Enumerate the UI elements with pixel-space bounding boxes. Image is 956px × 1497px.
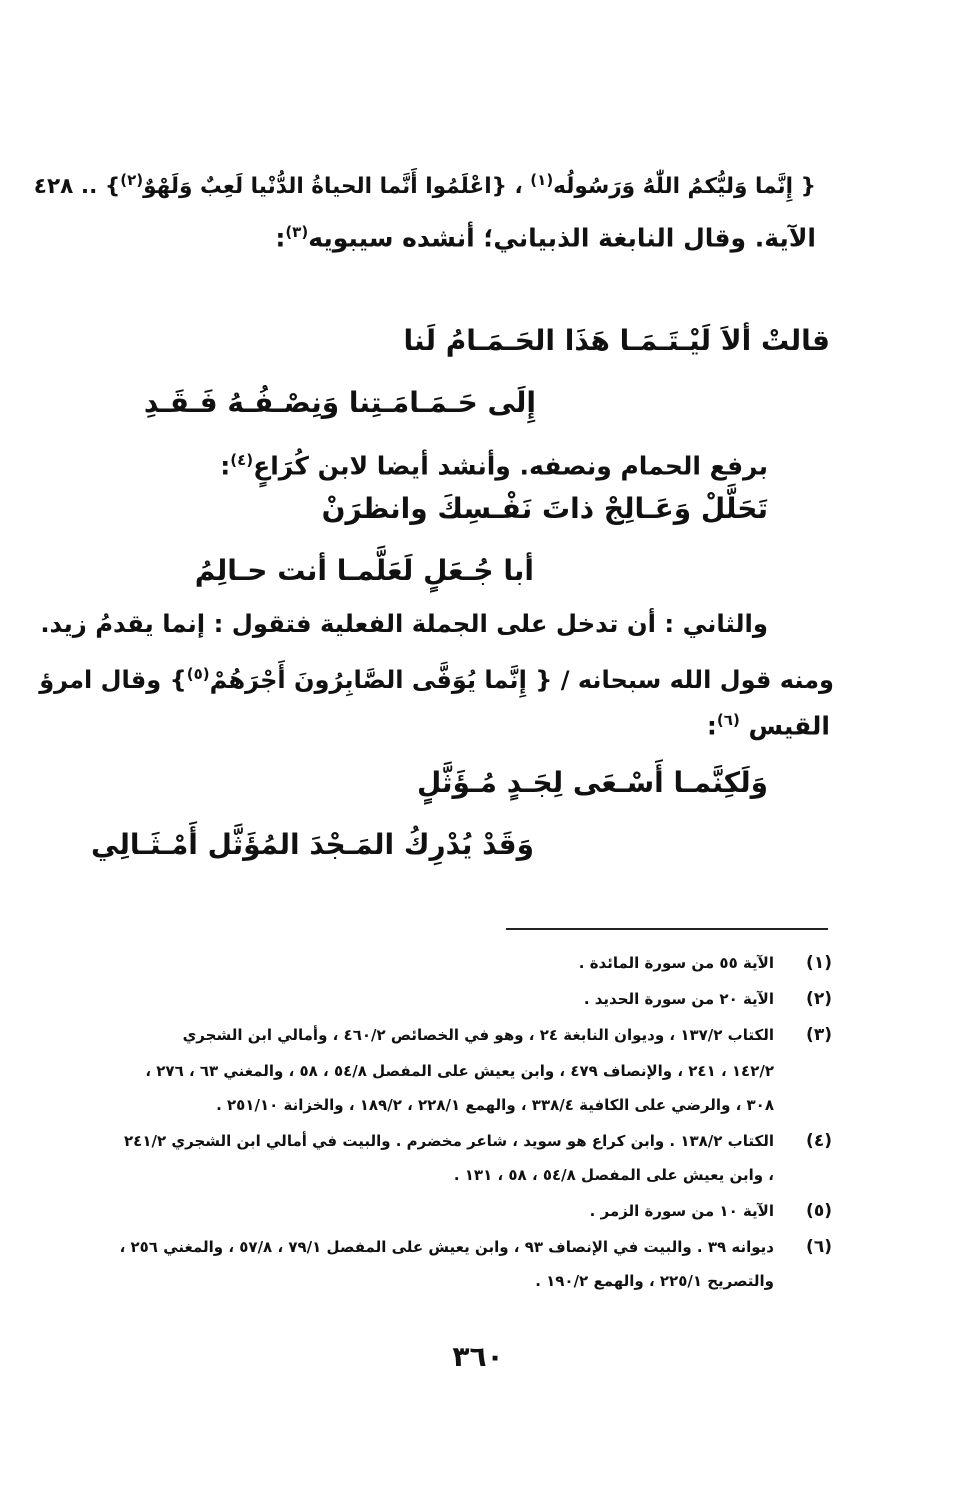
verse-1-second-hemistich: إِلَى حَـمَـامَـتِنا وَنِصْـفُـهُ فَـقَـدِ [143, 386, 536, 419]
footnote-ref-4: (٤) [230, 451, 254, 469]
footnote-ref-3: (٣) [285, 223, 309, 241]
footnote-2: الآية ٢٠ من سورة الحديد . [583, 990, 774, 1008]
footnote-3-line-2: ١٤٢/٢ ، ٢٤١ ، والإنصاف ٤٧٩ ، وابن يعيش على المفصل ٥٤/٨ ، ٥٨ ، والمغني ٦٣ ، ٢٧٦ ، [145, 1062, 774, 1080]
body-line-3 [220, 440, 768, 486]
colon: : [220, 451, 231, 481]
verse-3-first-hemistich: وَلَكِنَّمـا أَسْـعَى لِجَـدٍ مُـؤَثَّلٍ [417, 766, 768, 799]
colon: : [706, 711, 717, 741]
body-line-6-text: القيس [739, 711, 830, 741]
body-line-5-text: ومنه قول الله سبحانه / { إِنَّما يُوَفَّى الصَّابِرُونَ أَجْرَهُمْ [209, 666, 834, 695]
footnote-3-line-1: الكتاب ١٣٧/٢ ، وديوان النابغة ٢٤ ، وهو في الخصائص ٤٦٠/٢ ، وأمالي ابن الشجري [182, 1026, 774, 1044]
body-line-6 [707, 700, 830, 746]
footnote-3-line-3: ٣٠٨ ، والرضي على الكافية ٣٣٨/٤ ، والهمع ٢٢٨/١ ، ١٨٩/٢ ، والخزانة ٢٥١/١٠ . [216, 1096, 774, 1114]
quran-quote-1: { إِنَّما وَليُّكمُ اللّٰهُ وَرَسُولُه [553, 174, 816, 200]
footnote-5: الآية ١٠ من سورة الزمر . [589, 1202, 774, 1220]
body-line-2 [275, 212, 816, 258]
footnote-ref-5: (٥) [186, 665, 210, 683]
footnote-6-line-1: ديوانه ٣٩ . والبيت في الإنصاف ٩٣ ، وابن يعيش على المفصل ٧٩/١ ، ٥٧/٨ ، والمغني ٢٥٦ ، [119, 1238, 774, 1256]
body-line-5-end: } وقال امرؤ [39, 666, 187, 695]
footnote-number-2: (٢) [806, 989, 832, 1009]
footnote-number-6: (٦) [806, 1237, 832, 1257]
footnote-ref-2: (٢) [120, 171, 144, 189]
body-line-1 [34, 160, 816, 207]
verse-3-second-hemistich: وَقَدْ يُدْرِكُ المَـجْدَ المُؤَثَّل أَمْـثَـالِي [91, 828, 534, 861]
colon: : [275, 223, 286, 253]
verse-2-first-hemistich: تَحَلَّلْ وَعَـالِجْ ذاتَ نَفْـسِكَ وانظرَنْ [321, 492, 768, 525]
footnote-separator [506, 928, 828, 930]
footnote-6-line-2: والتصريح ٢٢٥/١ ، والهمع ١٩٠/٢ . [535, 1272, 774, 1290]
footnote-ref-6: (٦) [716, 711, 740, 729]
verse-1-first-hemistich: قالتْ ألاَ لَيْـتَـمَـا هَذَا الحَـمَـامُ لَنا [403, 324, 830, 357]
footnote-4-line-1: الكتاب ١٣٨/٢ . وابن كراع هو سويد ، شاعر مخضرم . والبيت في أمالي ابن الشجري ٢٤١/٢ [124, 1132, 774, 1150]
body-line-4: والثاني : أن تدخل على الجملة الفعلية فتقول : إنما يقدمُ زيد. [40, 609, 768, 638]
footnote-1: الآية ٥٥ من سورة المائدة . [578, 954, 774, 972]
body-line-3-text: برفع الحمام ونصفه. وأنشد أيضا لابن كُرَاعٍ [253, 451, 768, 481]
footnote-4-line-2: ، وابن يعيش على المفصل ٥٤/٨ ، ٥٨ ، ١٣١ . [453, 1166, 774, 1184]
body-line-2-text: الآية. وقال النابغة الذبياني؛ أنشده سيبويه [308, 223, 816, 253]
footnote-number-5: (٥) [806, 1201, 832, 1221]
page-number: ٣٦٠ [452, 1340, 504, 1373]
footnote-number-1: (١) [806, 953, 832, 973]
footnote-number-4: (٤) [806, 1131, 832, 1151]
body-line-5 [39, 654, 834, 700]
quran-quote-2: ، {اعْلَمُوا أَنَّما الحياةُ الدُّنْيا لَعِبٌ وَلَهْوٌ [143, 174, 531, 200]
verse-2-second-hemistich: أبا جُـعَلٍ لَعَلَّمـا أنت حـالِمُ [194, 554, 534, 587]
cross-reference: } .. ٤٢٨ [33, 174, 121, 200]
footnote-ref-1: (١) [530, 171, 554, 189]
footnote-number-3: (٣) [806, 1025, 832, 1045]
